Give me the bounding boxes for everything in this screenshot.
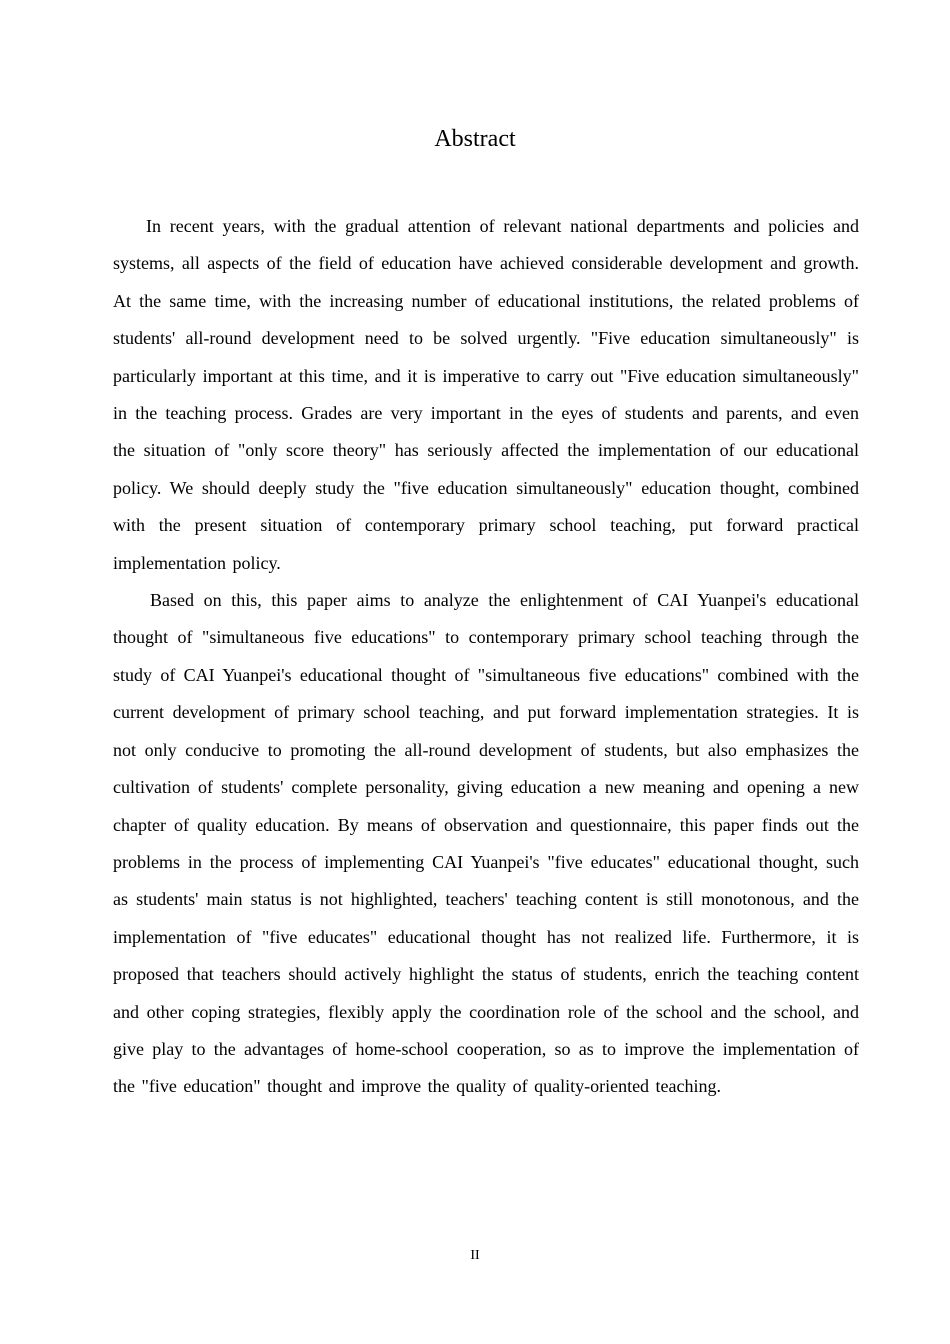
abstract-body [113,208,859,1106]
abstract-paragraph-2: Based on this, this paper aims to analyze the enlightenment of CAI Yuanpei's educational thought of "simultaneous five educations" to contemporary primary school teaching through the study of CAI Yuanpei's educational thought of "simultaneous five educations" combined with the current development of primary school teaching, and put forward implementation strategies. It is not only conducive to promoting the all-round development of students, but also emphasizes the cultivation of students' complete personality, giving education a new meaning and opening a new chapter of quality education. By means of observation and questionnaire, this paper finds out the problems in the process of implementing CAI Yuanpei's "five educates" educational thought, such as students' main status is not highlighted, teachers' teaching content is still monotonous, and the implementation of "five educates" educational thought has not realized life. Furthermore, it is proposed that teachers should actively highlight the status of students, enrich the teaching content and other coping strategies, flexibly apply the coordination role of the school and the school, and give play to the advantages of home-school cooperation, so as to improve the implementation of the "five education" thought and improve the quality of quality-oriented teaching. [113,590,859,1097]
page-number: II [470,1248,480,1263]
abstract-paragraph-1: In recent years, with the gradual attention of relevant national departments and policies and systems, all aspects of the field of education have achieved considerable development and growth. At the same time, with the increasing number of educational institutions, the related problems of students' all-round development need to be solved urgently. "Five education simultaneously" is particularly important at this time, and it is imperative to carry out "Five education simultaneously" in the teaching process. Grades are very important in the eyes of students and parents, and even the situation of "only score theory" has seriously affected the implementation of our educational policy. We should deeply study the "five education simultaneously" education thought, combined with the present situation of contemporary primary school teaching, put forward practical implementation policy. [113,216,859,573]
abstract-title: Abstract [434,126,516,152]
